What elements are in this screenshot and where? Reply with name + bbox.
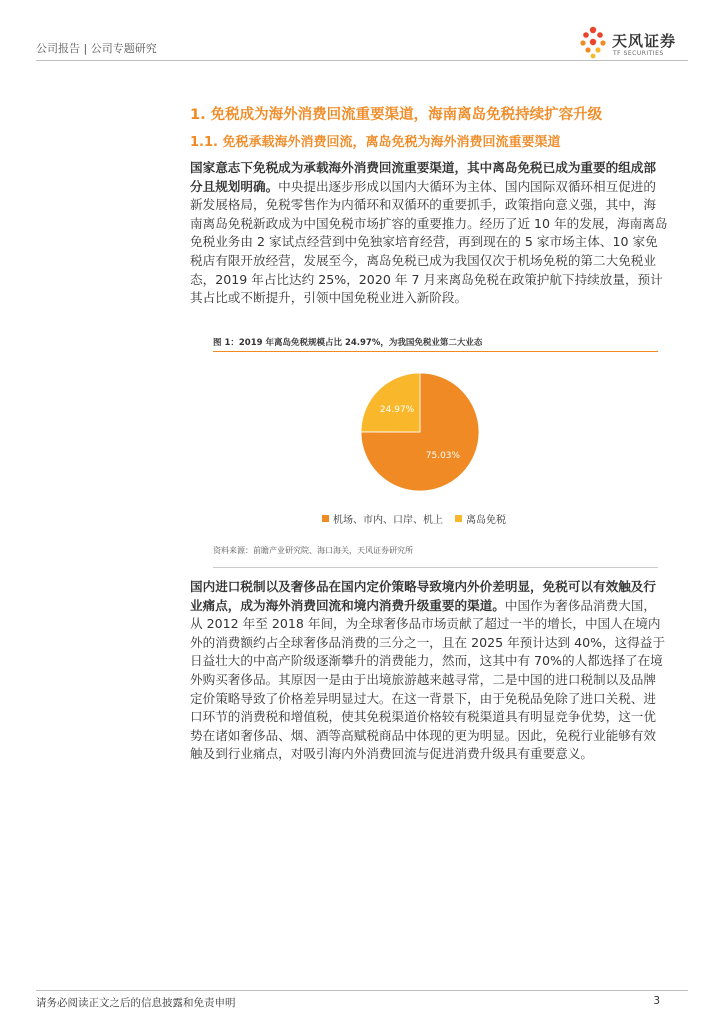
footer-divider (36, 990, 688, 991)
page-number: 3 (653, 995, 660, 1007)
header-divider (36, 60, 688, 61)
legend-item-0 (322, 511, 443, 526)
pie-slice-1 (361, 373, 420, 432)
footer-disclaimer: 请务必阅读正文之后的信息披露和免责申明 (36, 997, 236, 1009)
pie-slice-label-1: 24.97% (379, 405, 415, 416)
logo-text-en: TF SECURITIES (613, 50, 664, 57)
subsection-heading: 1.1. 免税承载海外消费回流，离岛免税为海外消费回流重要渠道 (190, 135, 561, 150)
body-paragraph-1 (190, 159, 668, 308)
logo-text-cn: 天风证券 (612, 32, 677, 50)
pie-chart (360, 372, 480, 492)
legend-item-1 (455, 511, 506, 526)
paragraph-2-body: 中国作为奢侈品消费大国，从 2012 年至 2018 年间，为全球奢侈品市场贡献了超过一半的增长，中国人在境内外的消费额约占全球奢侈品消费的三分之一，且在 2025 年预计达到 40%，这得益于日益壮大的中高产阶级逐渐攀升的消费能力，然而，这其中有 70%的人都选择了在境外购买奢侈品。其原因一是由于出境旅游越来越寻常，二是中国的进口税制以及品牌定价策略导致了价格差异明显过大。在这一背景下，由于免税品免除了进口关税、进口环节的消费税和增值税，使其免税渠道价格较有税渠道具有明显竞争优势，这一优势在诸如奢侈品、烟、酒等高赋税商品中体现的更为明显。因此，免税行业能够有效触及到行业痛点，对吸引海内外消费回流与促进消费升级具有重要意义。 (190, 597, 666, 762)
figure-source: 资料来源：前瞻产业研究院、海口海关，天风证券研究所 (213, 546, 413, 555)
pie-slice-label-0: 75.03% (425, 450, 461, 461)
paragraph-1-body: 中央提出逐步形成以国内大循环为主体、国内国际双循环相互促进的新发展格局，免税零售作为内循环和双循环的重要抓手，政策指向意义强，其中，海南离岛免税新政成为中国免税市场扩容的重要推力。经历了近 10 年的发展，海南离岛免税业务由 2 家试点经营到中免独家培育经营，再到现在的 5 家市场主体、10 家免税店有限开放经营，发展至今，离岛免税已成为我国仅次于机场免税的第二大免税业态，2019 年占比达约 25%，2020 年 7 月来离岛免税在政策护航下持续放量，预计其占比或不断提升，引领中国免税业进入新阶段。 (190, 178, 668, 306)
paragraph-1-lead: 国家意志下免税成为承载海外消费回流重要渠道，其中离岛免税已成为重要的组成部分且规划明确。 (190, 160, 656, 194)
figure-top-rule (213, 351, 658, 352)
figure-bottom-rule (213, 567, 658, 568)
paragraph-2-lead: 国内进口税制以及奢侈品在国内定价策略导致境内外价差明显，免税可以有效触及行业痛点，成为海外消费回流和境内消费升级重要的渠道。 (190, 579, 656, 613)
legend-swatch-1 (455, 515, 462, 522)
tf-logo-icon (578, 24, 608, 60)
section-heading: 1. 免税成为海外消费回流重要渠道，海南离岛免税持续扩容升级 (190, 107, 603, 123)
report-category: 公司报告 | 公司专题研究 (36, 42, 157, 55)
company-logo (578, 24, 688, 60)
legend-swatch-0 (322, 515, 329, 522)
chart-legend (322, 511, 518, 526)
figure-title: 图 1：2019 年离岛免税规模占比 24.97%，为我国免税业第二大业态 (213, 338, 483, 348)
legend-label-0: 机场、市内、口岸、机上 (333, 515, 443, 526)
body-paragraph-2 (190, 578, 668, 764)
legend-label-1: 离岛免税 (466, 515, 506, 526)
